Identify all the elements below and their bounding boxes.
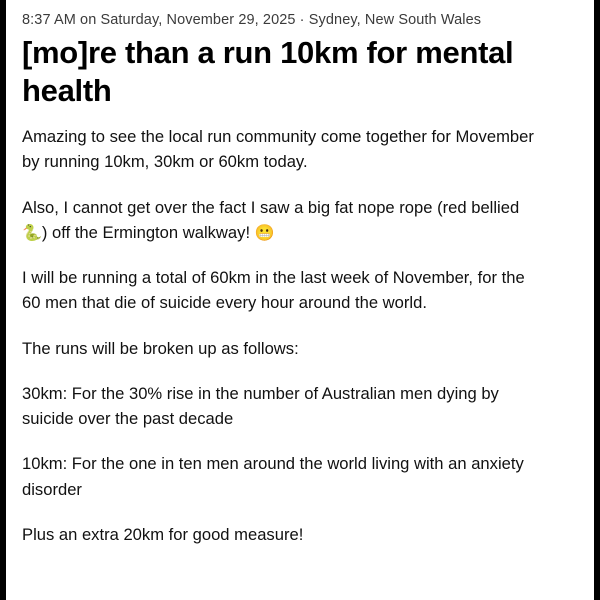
post-paragraph-6: Plus an extra 20km for good measure! bbox=[22, 524, 304, 544]
snake-paragraph-before: Also, I cannot get over the fact I saw a big fat nope rope (red bellied bbox=[22, 197, 520, 217]
page-title: [mo]re than a run 10km for mental health bbox=[22, 35, 514, 109]
post-paragraph-5: 10km: For the one in ten men around the world living with an anxiety disorder bbox=[22, 454, 524, 499]
snake-icon: 🐍 bbox=[22, 222, 42, 242]
post-card bbox=[6, 0, 594, 600]
post-timestamp-location: 8:37 AM on Saturday, November 29, 2025 · Sydney, New South Wales bbox=[22, 12, 482, 28]
grimace-face-icon: 😬 bbox=[254, 222, 275, 242]
post-paragraph-snake bbox=[22, 195, 547, 246]
post-paragraph-4: 30km: For the 30% rise in the number of Australian men dying by suicide over the past decade bbox=[22, 383, 499, 429]
post-paragraph-1: Amazing to see the local run community come together for Movember by running 10km, 30km or 60km today. bbox=[22, 127, 534, 172]
post-paragraph-3: The runs will be broken up as follows: bbox=[22, 338, 299, 358]
snake-paragraph-middle: ) off the Ermington walkway! bbox=[41, 222, 255, 242]
post-paragraph-2: I will be running a total of 60km in the last week of November, for the 60 men that die of suicide every hour around the world. bbox=[22, 268, 525, 313]
